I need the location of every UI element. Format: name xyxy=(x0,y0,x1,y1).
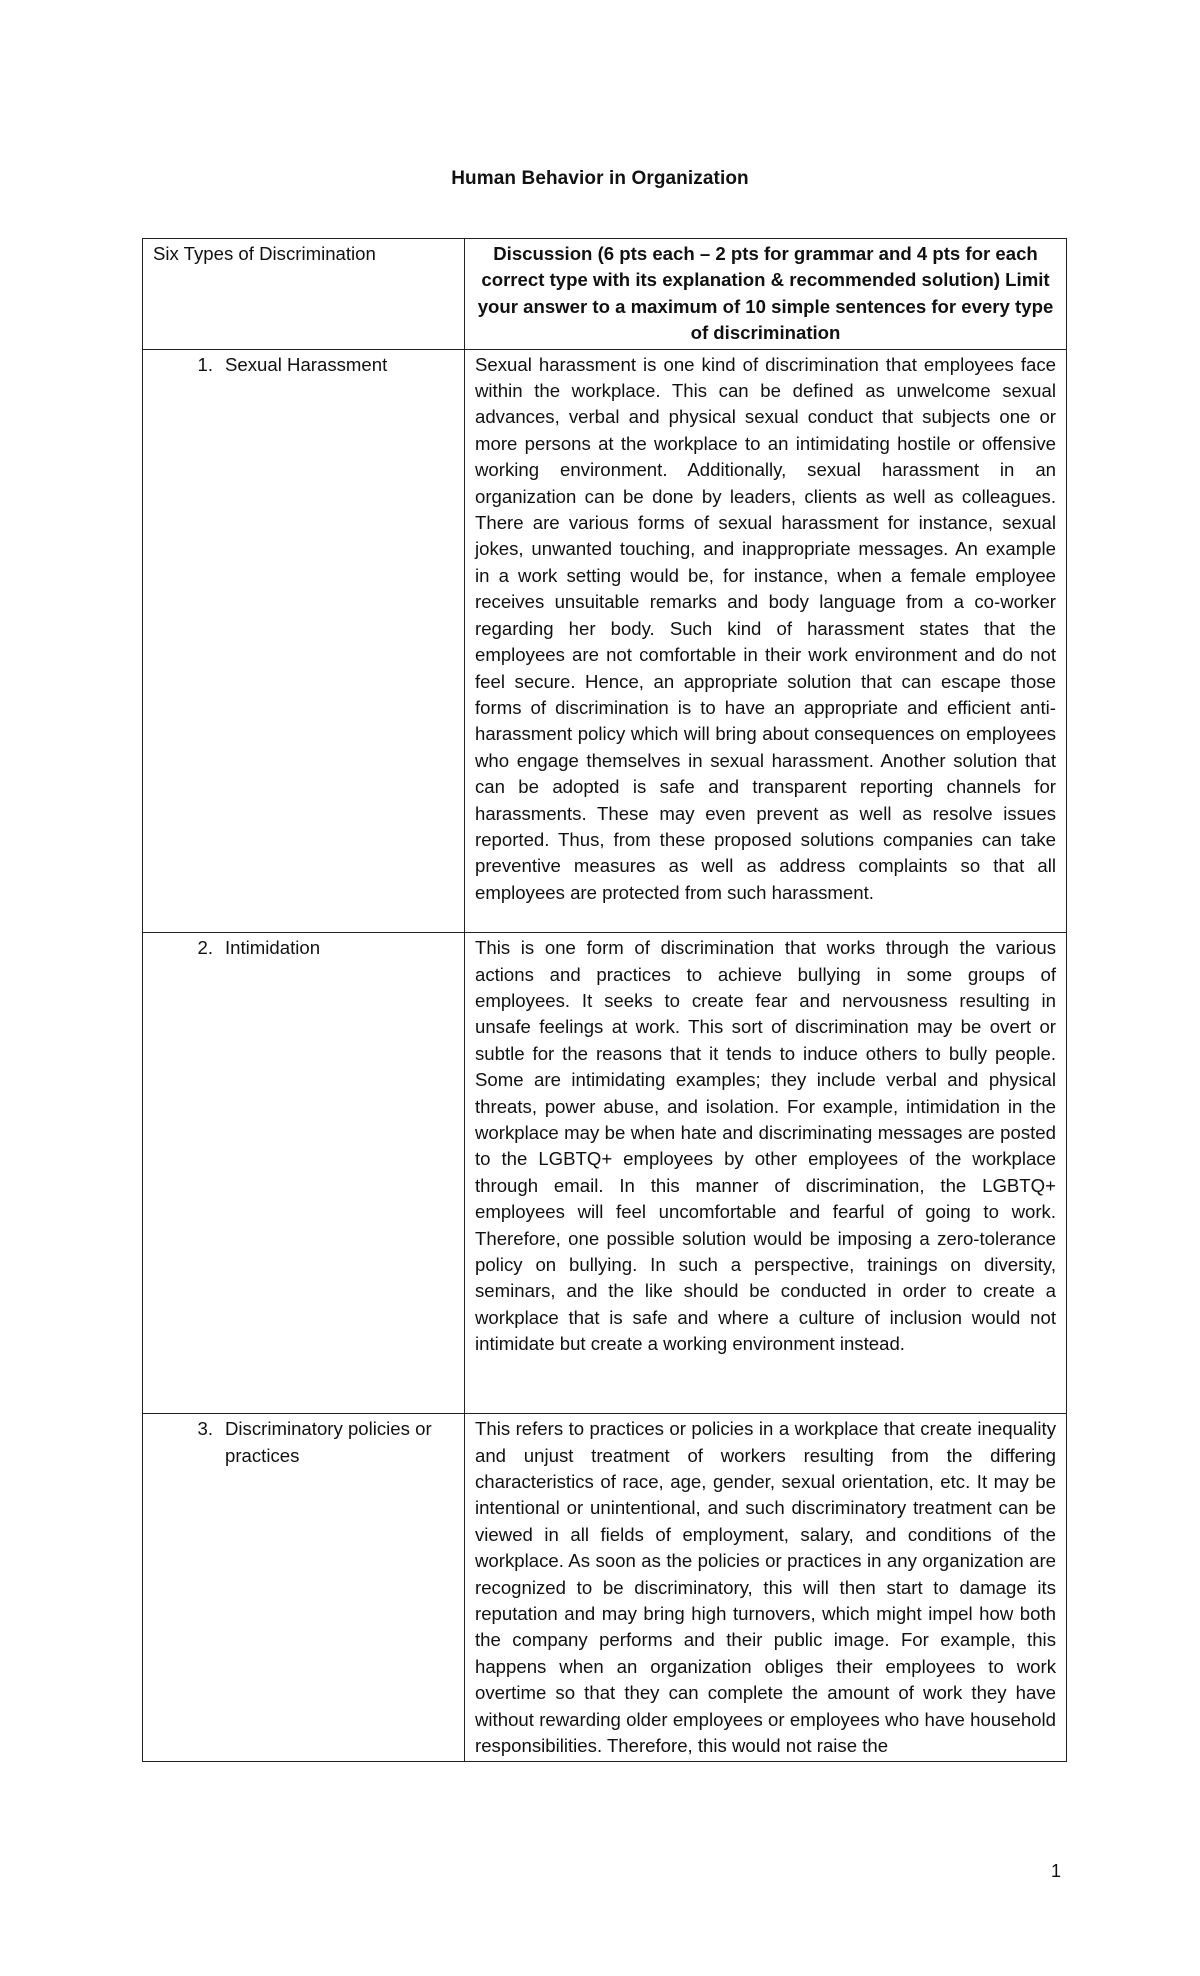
type-label: Intimidation xyxy=(225,937,321,959)
discussion-text: Sexual harassment is one kind of discrimination that employees face within the workplace. This can be defined as unwelcome sexual advances, verbal and physical sexual conduct that subjects one or more persons at the workplace to an intimidating hostile or offensive working environment. Additionally, sexual harassment in an organization can be done by leaders, clients as well as colleagues. There are various forms of sexual harassment for instance, sexual jokes, unwanted touching, and inappropriate messages. An example in a work setting would be, for instance, when a female employee receives unsuitable remarks and body language from a co-worker regarding her body. Such kind of harassment states that the employees are not comfortable in their work environment and do not feel secure. Hence, an appropriate solution that can escape those forms of discrimination is to have an appropriate and efficient anti-harassment policy which will bring about consequences on employees who engage themselves in sexual harassment. Another solution that can be adopted is safe and transparent reporting channels for harassments. These may even prevent as well as resolve issues reported. Thus, from these proposed solutions companies can take preventive measures as well as address complaints so that all employees are protected from such harassment. xyxy=(465,349,1067,933)
type-cell xyxy=(143,349,465,933)
type-cell xyxy=(143,1414,465,1762)
type-label: Sexual Harassment xyxy=(225,353,388,375)
discussion-text: This refers to practices or policies in a workplace that create inequality and unjust treatment of workers resulting from the differing characteristics of race, age, gender, sexual orientation, etc. It may be intentional or unintentional, and such discriminatory treatment can be viewed in all fields of employment, salary, and conditions of the workplace. As soon as the policies or practices in any organization are recognized to be discriminatory, this will then start to damage its reputation and may bring high turnovers, which might impel how both the company performs and their public image. For example, this happens when an organization obliges their employees to work overtime so that they can complete the amount of work they have without rewarding older employees or employees who have household responsibilities. Therefore, this would not raise the xyxy=(465,1414,1067,1762)
header-discussion: Discussion (6 pts each – 2 pts for grammar and 4 pts for each correct type with its explanation & recommended solution) Limit your answer to a maximum of 10 simple sentences for every type of discrimination xyxy=(465,239,1067,350)
page-number: 1 xyxy=(1051,1861,1062,1881)
table-row xyxy=(143,933,1067,1414)
item-number: 1. xyxy=(197,353,213,375)
document-title: Human Behavior in Organization xyxy=(451,168,749,189)
list-item xyxy=(153,935,454,961)
type-cell xyxy=(143,933,465,1414)
header-types: Six Types of Discrimination xyxy=(143,239,465,350)
table-row xyxy=(143,349,1067,933)
discussion-text: This is one form of discrimination that works through the various actions and practices to achieve bullying in some groups of employees. It seeks to create fear and nervousness resulting in unsafe feelings at work. This sort of discrimination may be overt or subtle for the reasons that it tends to induce others to bully people. Some are intimidating examples; they include verbal and physical threats, power abuse, and isolation. For example, intimidation in the workplace may be when hate and discriminating messages are posted to the LGBTQ+ employees by other employees of the workplace through email. In this manner of discrimination, the LGBTQ+ employees will feel uncomfortable and fearful of going to work. Therefore, one possible solution would be imposing a zero-tolerance policy on bullying. In such a perspective, trainings on diversity, seminars, and the like should be conducted in order to create a workplace that is safe and where a culture of inclusion would not intimidate but create a working environment instead. xyxy=(465,933,1067,1414)
discrimination-table xyxy=(142,238,1067,1762)
table-header-row xyxy=(143,239,1067,350)
list-item xyxy=(153,1416,454,1469)
list-item xyxy=(153,352,454,378)
type-label: Discriminatory policies or practices xyxy=(225,1418,432,1466)
item-number: 2. xyxy=(197,937,213,959)
item-number: 3. xyxy=(197,1418,213,1440)
table-row xyxy=(143,1414,1067,1762)
